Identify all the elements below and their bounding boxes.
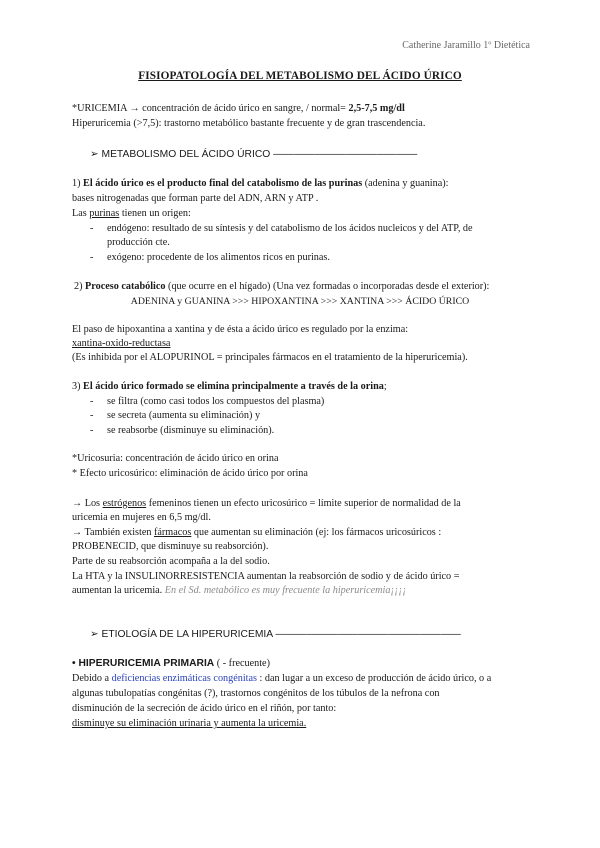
point-number: 3) <box>72 381 84 392</box>
point-number: 2) <box>74 281 86 292</box>
filtra-item: se filtra (como casi todos los compuestos del plasma) <box>107 396 325 407</box>
page-header: Catherine Jaramillo 1º Dietética <box>402 40 530 51</box>
bases-line: bases nitrogenadas que forman parte del ADN, ARN y ATP . <box>72 193 319 204</box>
endogeno-item-cont: producción cte. <box>107 237 170 248</box>
efecto-uricosurico-line: * Efecto uricosúrico: eliminación de ácido úrico por orina <box>72 468 308 479</box>
point-1-bold: El ácido úrico es el producto final del catabolismo de las purinas <box>83 178 363 189</box>
estrogenos-line <box>72 498 461 510</box>
hta-line: La HTA y la INSULINORRESISTENCIA aumentan la reabsorción de sodio y de ácido úrico = <box>72 571 460 582</box>
uricosuria-line: *Uricosuria: concentración de ácido úrico en orina <box>72 453 279 464</box>
bullet-dash: - <box>90 223 94 234</box>
hyperuricemia-line: Hiperuricemia (>7,5): trastorno metabólico bastante frecuente y de gran trascendencia. <box>72 118 426 129</box>
point-3-rest: ; <box>383 381 387 392</box>
text: femeninos tienen un efecto uricosúrico = límite superior de normalidad de la <box>146 498 461 509</box>
alopurinol-line: (Es inhibida por el ALOPURINOL = principales fármacos en el tratamiento de la hiperuricemia). <box>72 352 468 363</box>
estrogenos-word: estrógenos <box>102 498 147 509</box>
uricemia-def: *URICEMIA → concentración de ácido úrico en sangre, / normal= <box>72 103 349 114</box>
enzyme-name: xantina-oxido-reductasa <box>72 338 171 349</box>
uricemia-line <box>72 103 405 115</box>
section-metabolismo-heading: ➢ METABOLISMO DEL ÁCIDO ÚRICO —————————————— <box>90 149 418 160</box>
farmacos-line <box>72 527 441 539</box>
probenecid-line: PROBENECID, que disminuye su reabsorción). <box>72 541 269 552</box>
section-etiologia-heading: ➢ ETIOLOGÍA DE LA HIPERURICEMIA —————————————————— <box>90 629 461 640</box>
primary-heading-bold: • HIPERURICEMIA PRIMARIA <box>72 658 215 669</box>
text: → Los <box>72 498 103 509</box>
secreta-item: se secreta (aumenta su eliminación) y <box>107 410 261 421</box>
metabolic-note: En el Sd. metabólico es muy frecuente la hiperuricemia¡¡¡¡ <box>164 585 407 596</box>
text: que aumentan su eliminación (ej: los fármacos uricosúricos : <box>191 527 442 538</box>
uricemia-metabolic-line <box>72 585 406 597</box>
deficiencias-phrase: deficiencias enzimáticas congénitas <box>111 673 257 684</box>
bullet-dash: - <box>90 425 94 436</box>
point-3-bold: El ácido úrico formado se elimina principalmente a través de la orina <box>83 381 384 392</box>
exogeno-item: exógeno: procedente de los alimentos ricos en purinas. <box>107 252 330 263</box>
farmacos-word: fármacos <box>154 527 192 538</box>
primary-line-1 <box>72 673 491 685</box>
purinas-line <box>72 208 191 220</box>
reabsorbe-item: se reabsorbe (disminuye su eliminación). <box>107 425 275 436</box>
point-2-rest: (que ocurre en el hígado) (Una vez formadas o incorporadas desde el exterior): <box>165 281 490 292</box>
primary-heading-note: ( - frecuente) <box>214 658 270 669</box>
bullet-dash: - <box>90 410 94 421</box>
bullet-dash: - <box>90 396 94 407</box>
text: : dan lugar a un exceso de producción de ácido úrico, o a <box>257 673 492 684</box>
point-3-line <box>72 381 387 393</box>
sodio-line: Parte de su reabsorción acompaña a la del sodio. <box>72 556 270 567</box>
primary-line-2: algunas tubulopatías congénitas (?), trastornos congénitos de los túbulos de la nefrona con <box>72 688 440 699</box>
document-title: FISIOPATOLOGÍA DEL METABOLISMO DEL ÁCIDO ÚRICO <box>138 70 462 82</box>
endogeno-item: endógeno: resultado de su síntesis y del catabolismo de los ácidos nucleicos y del ATP, de <box>107 223 473 234</box>
primary-line-3: disminución de la secreción de ácido úrico en el riñón, por tanto: <box>72 703 337 714</box>
point-number: 1) <box>72 178 84 189</box>
point-2-bold: Proceso catabólico <box>85 281 166 292</box>
primary-line-4: disminuye su eliminación urinaria y aumenta la uricemia. <box>72 718 307 729</box>
point-1-rest: (adenina y guanina): <box>362 178 449 189</box>
primary-heading <box>72 658 270 670</box>
bullet-dash: - <box>90 252 94 263</box>
text: Las <box>72 208 90 219</box>
text: tienen un origen: <box>119 208 191 219</box>
estrogenos-line-cont: uricemia en mujeres en 6,5 mg/dl. <box>72 512 211 523</box>
point-1-line <box>72 178 448 190</box>
point-2-line <box>74 281 489 293</box>
uricemia-range: 2,5-7,5 mg/dl <box>348 103 405 114</box>
catabolic-chain: ADENINA y GUANINA >>> HIPOXANTINA >>> XANTINA >>> ÁCIDO ÚRICO <box>130 296 470 307</box>
text: aumentan la uricemia. <box>72 585 165 596</box>
text: → También existen <box>72 527 154 538</box>
purinas-word: purinas <box>89 208 120 219</box>
enzyme-line: El paso de hipoxantina a xantina y de ésta a ácido úrico es regulado por la enzima: <box>72 324 409 335</box>
text: Debido a <box>72 673 112 684</box>
